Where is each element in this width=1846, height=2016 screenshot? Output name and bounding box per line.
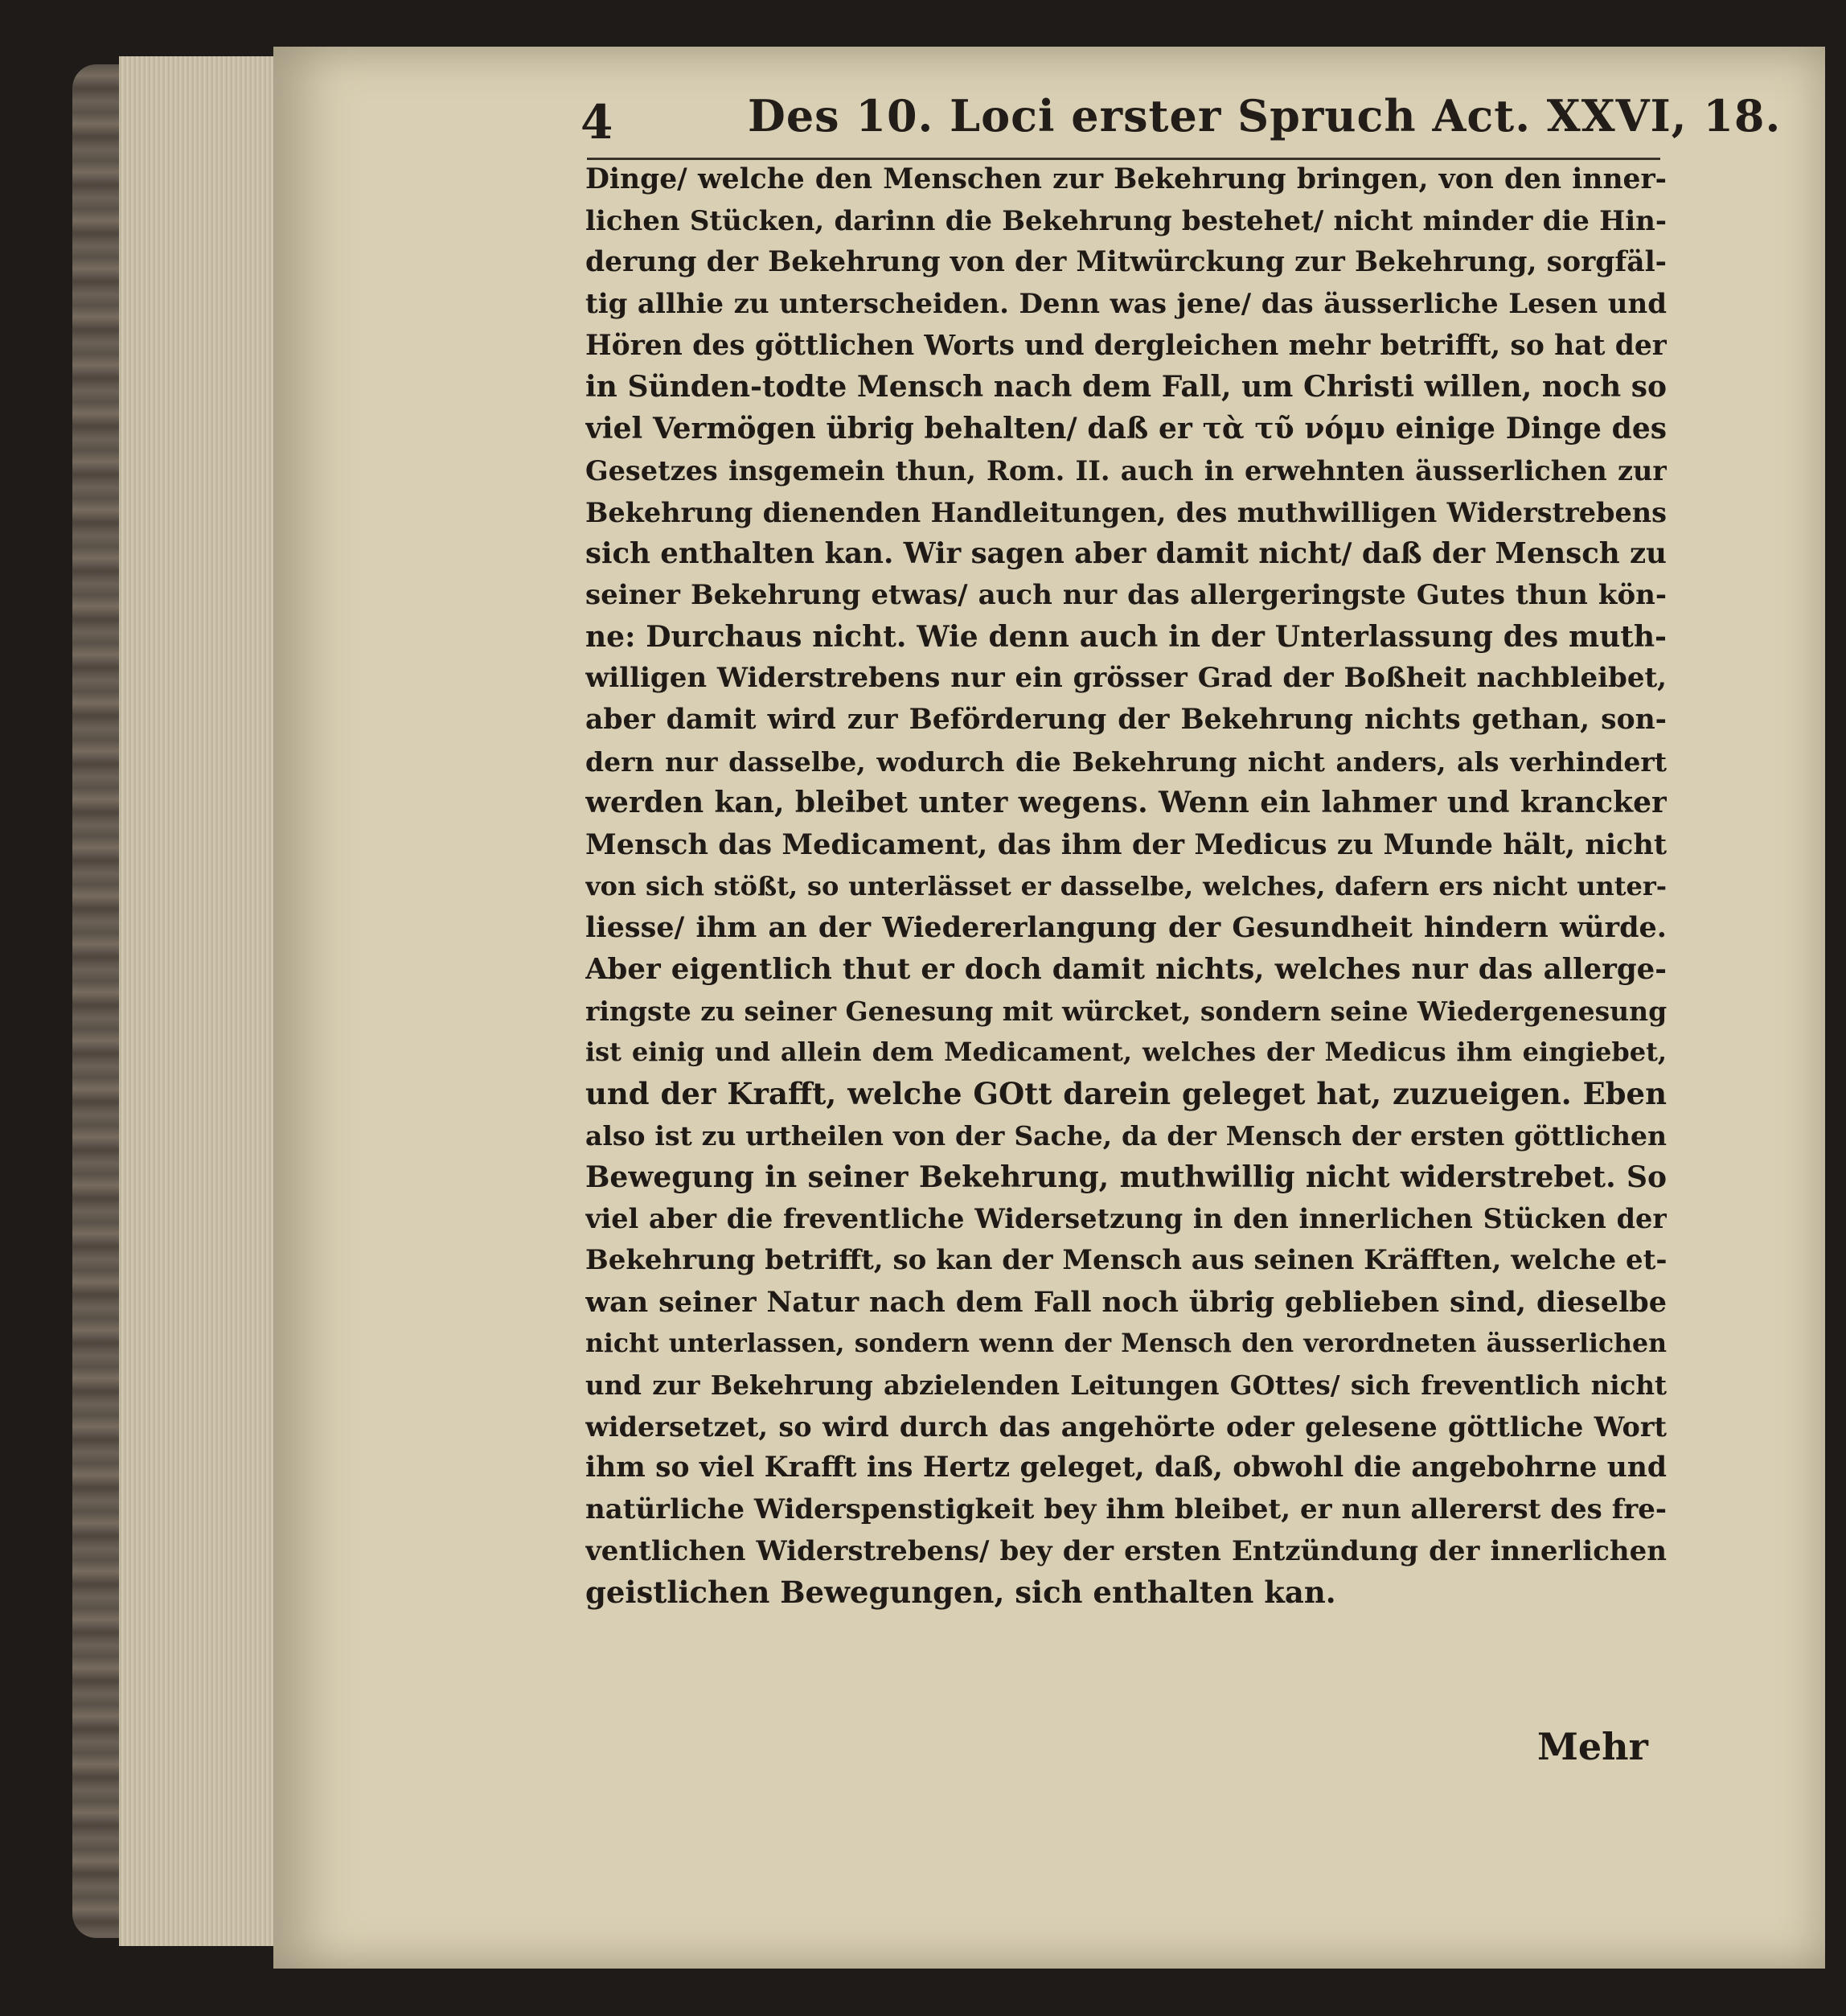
text-line: von sich stößt, so unterlässet er dasselbe, welches, dafern ers nicht unter-: [585, 870, 1667, 901]
text-line: Dinge/ welche den Menschen zur Bekehrung bringen, von den inner-: [585, 163, 1667, 195]
text-line: ihm so viel Krafft ins Hertz geleget, daß, obwohl die angebohrne und: [585, 1451, 1667, 1484]
catchword: Mehr: [1537, 1725, 1648, 1768]
text-line: liesse/ ihm an der Wiedererlangung der Gesundheit hindern würde.: [585, 911, 1667, 945]
text-line: werden kan, bleibet unter wegens. Wenn ein lahmer und krancker: [585, 786, 1667, 820]
text-line: natürliche Widerspenstigkeit bey ihm bleibet, er nun allererst des fre-: [585, 1493, 1667, 1525]
text-line: sich enthalten kan. Wir sagen aber damit nicht/ daß der Mensch zu: [585, 537, 1667, 571]
body-text: [585, 159, 1667, 1614]
text-line: und zur Bekehrung abzielenden Leitungen GOttes/ sich freventlich nicht: [585, 1369, 1667, 1401]
text-line: und der Krafft, welche GOtt darein geleget hat, zuzueigen. Eben: [585, 1076, 1667, 1112]
text-line: tig allhie zu unterscheiden. Denn was jene/ das äusserliche Lesen und: [585, 288, 1667, 321]
text-line: viel Vermögen übrig behalten/ daß er τὰ τῦ νόμυ einige Dinge des: [585, 412, 1667, 446]
text-line: viel aber die freventliche Widersetzung in den innerlichen Stücken der: [585, 1203, 1667, 1235]
text-line: Hören des göttlichen Worts und dergleichen mehr betrifft, so hat der: [585, 329, 1667, 362]
text-line: Bekehrung dienenden Handleitungen, des muthwilligen Widerstrebens: [585, 496, 1667, 528]
text-line: Bekehrung betrifft, so kan der Mensch aus seinen Kräfften, welche et-: [585, 1243, 1667, 1276]
text-line: also ist zu urtheilen von der Sache, da der Mensch der ersten göttlichen: [585, 1119, 1667, 1152]
text-line: Mensch das Medicament, das ihm der Medicus zu Munde hält, nicht: [585, 828, 1667, 861]
text-line: ist einig und allein dem Medicament, welches der Medicus ihm eingiebet,: [585, 1037, 1667, 1068]
text-line: ringste zu seiner Genesung mit würcket, sondern seine Wiedergenesung: [585, 995, 1667, 1027]
text-line: ne: Durchaus nicht. Wie denn auch in der Unterlassung des muth-: [585, 619, 1667, 654]
text-line: willigen Widerstrebens nur ein grösser Grad der Boßheit nachbleibet,: [585, 662, 1667, 695]
text-line: ventlichen Widerstrebens/ bey der ersten Entzündung der innerlichen: [585, 1534, 1667, 1567]
text-line: dern nur dasselbe, wodurch die Bekehrung nicht anders, als verhindert: [585, 745, 1667, 778]
text-line: Aber eigentlich thut er doch damit nichts, welches nur das allerge-: [585, 953, 1667, 987]
running-head: Des 10. Loci erster Spruch Act. XXVI, 18.: [748, 90, 1782, 142]
page-number: 4: [580, 95, 613, 150]
text-line: nicht unterlassen, sondern wenn der Mensch den verordneten äusserlichen: [585, 1328, 1667, 1359]
text-line: aber damit wird zur Beförderung der Bekehrung nichts gethan, son-: [585, 703, 1667, 736]
text-line: derung der Bekehrung von der Mitwürckung zur Bekehrung, sorgfäl-: [585, 246, 1667, 279]
marbled-book-edge: [72, 64, 121, 1938]
text-line: in Sünden-todte Mensch nach dem Fall, um Christi willen, noch so: [585, 370, 1667, 404]
text-line: Gesetzes insgemein thun, Rom. II. auch in erwehnten äusserlichen zur: [585, 454, 1667, 487]
text-line: geistlichen Bewegungen, sich enthalten kan.: [585, 1575, 1336, 1611]
text-line: seiner Bekehrung etwas/ auch nur das allergeringste Gutes thun kön-: [585, 578, 1667, 611]
text-line: wan seiner Natur nach dem Fall noch übrig geblieben sind, dieselbe: [585, 1285, 1667, 1319]
text-line: lichen Stücken, darinn die Bekehrung bestehet/ nicht minder die Hin-: [585, 204, 1667, 237]
text-line: widersetzet, so wird durch das angehörte oder gelesene göttliche Wort: [585, 1410, 1667, 1443]
text-line: Bewegung in seiner Bekehrung, muthwillig nicht widerstrebet. So: [585, 1160, 1667, 1194]
